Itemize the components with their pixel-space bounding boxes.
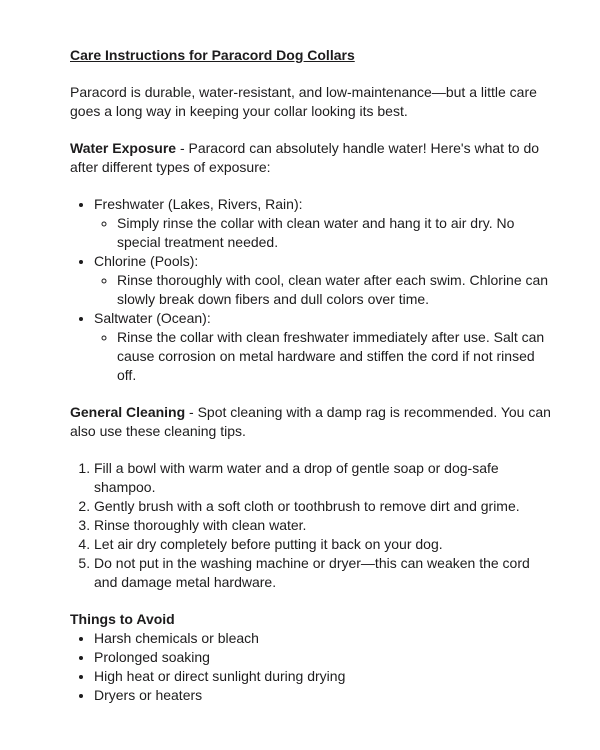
list-item-label: Saltwater (Ocean): xyxy=(94,310,211,326)
cleaning-step: 4. Let air dry completely before putting it back on your dog. xyxy=(94,535,552,554)
water-exposure-paragraph xyxy=(70,139,552,177)
things-to-avoid-heading: Things to Avoid xyxy=(70,611,175,627)
avoid-item: • Dryers or heaters xyxy=(94,686,552,705)
things-to-avoid-paragraph xyxy=(70,610,552,629)
water-exposure-list xyxy=(70,195,552,385)
cleaning-step: 2. Gently brush with a soft cloth or toothbrush to remove dirt and grime. xyxy=(94,497,552,516)
water-exposure-text: - Paracord can absolutely handle water! Here's what to do after different types of exposure: xyxy=(70,140,540,175)
general-cleaning-heading: General Cleaning xyxy=(70,404,186,420)
avoid-item: • Prolonged soaking xyxy=(94,648,552,667)
things-to-avoid-list xyxy=(70,629,552,705)
list-item-detail: ◦ Rinse thoroughly with cool, clean water after each swim. Chlorine can slowly break down fibers and dull colors over time. xyxy=(117,271,552,309)
list-item-label: Freshwater (Lakes, Rivers, Rain): xyxy=(94,196,303,212)
chlorine-sub-list xyxy=(94,271,552,309)
saltwater-sub-list xyxy=(94,328,552,385)
list-item-chlorine xyxy=(94,252,552,309)
freshwater-sub-list xyxy=(94,214,552,252)
document-title: Care Instructions for Paracord Dog Collars xyxy=(70,47,355,63)
cleaning-step: 1. Fill a bowl with warm water and a drop of gentle soap or dog-safe shampoo. xyxy=(94,459,552,497)
cleaning-step: 5. Do not put in the washing machine or dryer—this can weaken the cord and damage metal hardware. xyxy=(94,554,552,592)
avoid-item: • Harsh chemicals or bleach xyxy=(94,629,552,648)
cleaning-steps-list xyxy=(70,459,552,592)
list-item-freshwater xyxy=(94,195,552,252)
cleaning-step: 3. Rinse thoroughly with clean water. xyxy=(94,516,552,535)
avoid-item: • High heat or direct sunlight during drying xyxy=(94,667,552,686)
water-exposure-heading: Water Exposure xyxy=(70,140,177,156)
list-item-label: Chlorine (Pools): xyxy=(94,253,199,269)
list-item-detail: ◦ Rinse the collar with clean freshwater immediately after use. Salt can cause corrosion on metal hardware and stiffen the cord if not rinsed off. xyxy=(117,328,552,385)
intro-paragraph: Paracord is durable, water-resistant, and low-maintenance—but a little care goes a long way in keeping your collar looking its best. xyxy=(70,84,537,119)
list-item-detail: ◦ Simply rinse the collar with clean water and hang it to air dry. No special treatment needed. xyxy=(117,214,552,252)
general-cleaning-paragraph xyxy=(70,403,552,441)
list-item-saltwater xyxy=(94,309,552,385)
general-cleaning-text: - Spot cleaning with a damp rag is recommended. You can also use these cleaning tips. xyxy=(70,404,551,439)
document-page xyxy=(70,46,552,705)
